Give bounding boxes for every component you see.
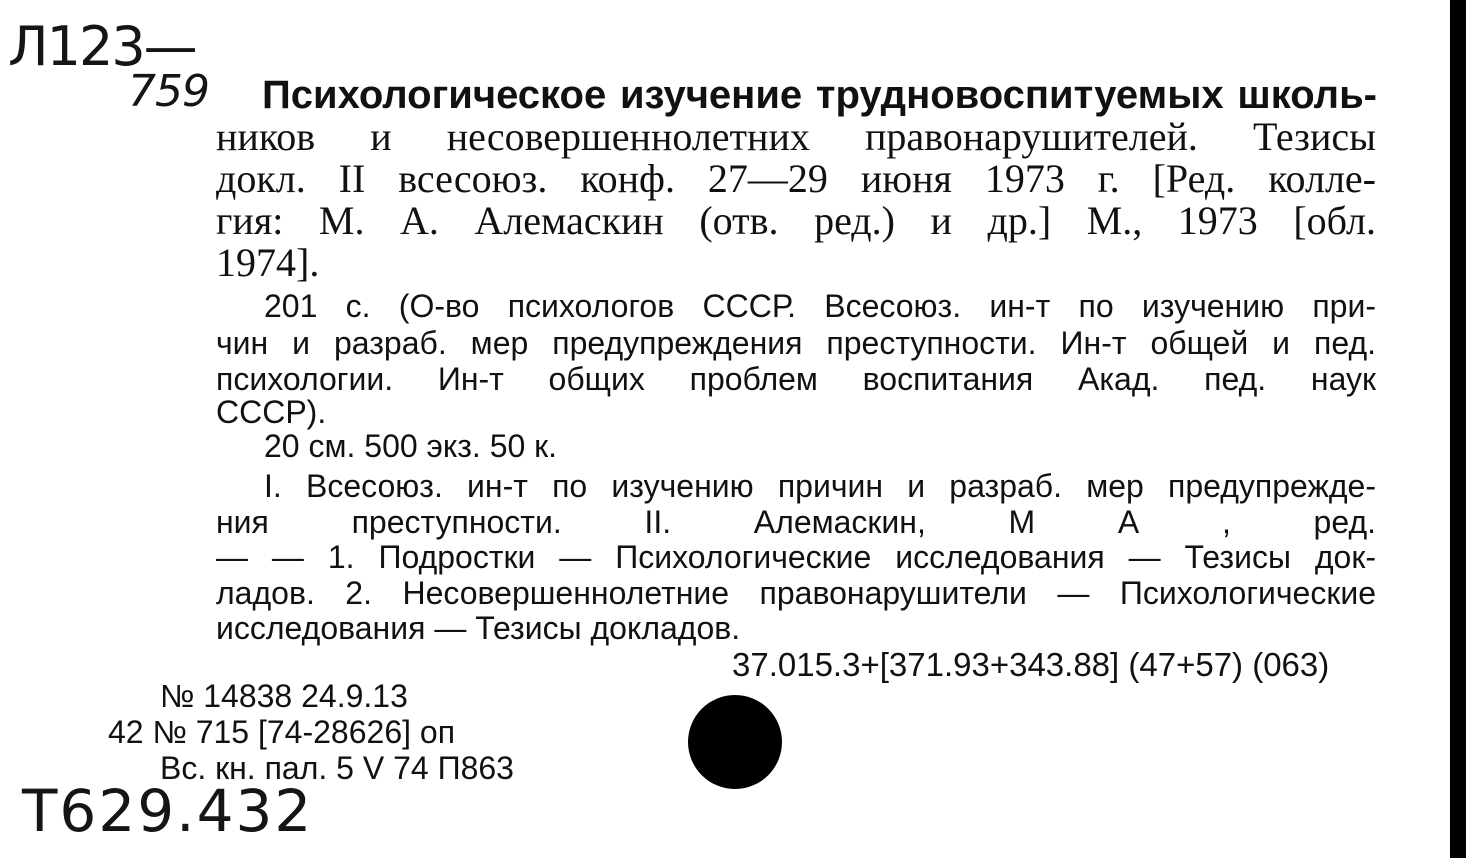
description-line-3: психологии. Ин-т общих проблем воспитания Акад. пед. наук <box>216 361 1376 397</box>
entry-title-line-3: докл. II всесоюз. конф. 27—29 июня 1973 г. [Ред. колле- <box>216 156 1376 201</box>
entry-title-line-5: 1974]. <box>216 240 320 285</box>
description-line-4: СССР). <box>216 394 327 430</box>
description-line-1: 201 с. (О-во психологов СССР. Всесоюз. ин-т по изучению при- <box>264 288 1376 324</box>
handwritten-shelf-code: Л123— <box>8 15 196 78</box>
headings-line-1: I. Всесоюз. ин-т по изучению причин и разраб. мер предупрежде- <box>264 468 1376 504</box>
entry-title-line-1: Психологическое изучение трудновоспитуемых школь- <box>262 73 1377 117</box>
entry-title-line-4: гия: М. А. Алемаскин (отв. ред.) и др.] М., 1973 [обл. <box>216 198 1376 243</box>
punch-hole <box>688 695 782 789</box>
footer-line-1: № 14838 24.9.13 <box>160 678 408 714</box>
handwritten-sub-code: 759 <box>128 66 209 117</box>
footer-line-3: Вс. кн. пал. 5 V 74 П863 <box>160 750 514 786</box>
headings-line-2: ния преступности. II. Алемаскин, М А , ред. <box>216 504 1376 540</box>
headings-line-4: ладов. 2. Несовершеннолетние правонарушители — Психологические <box>216 575 1376 611</box>
headings-line-5: исследования — Тезисы докладов. <box>216 610 741 646</box>
scan-edge <box>1450 0 1466 858</box>
headings-line-3: — — 1. Подростки — Психологические исследования — Тезисы док- <box>216 539 1376 575</box>
footer-line-2: 42 № 715 [74-28626] оп <box>108 714 456 750</box>
entry-title-line-2: ников и несовершеннолетних правонарушителей. Тезисы <box>216 114 1376 159</box>
format-line: 20 см. 500 экз. 50 к. <box>264 428 558 464</box>
handwritten-call-number: Т629.432 <box>22 777 314 845</box>
classification-index: 37.015.3+[371.93+343.88] (47+57) (063) <box>732 646 1330 683</box>
description-line-2: чин и разраб. мер предупреждения преступности. Ин-т общей и пед. <box>216 325 1376 361</box>
